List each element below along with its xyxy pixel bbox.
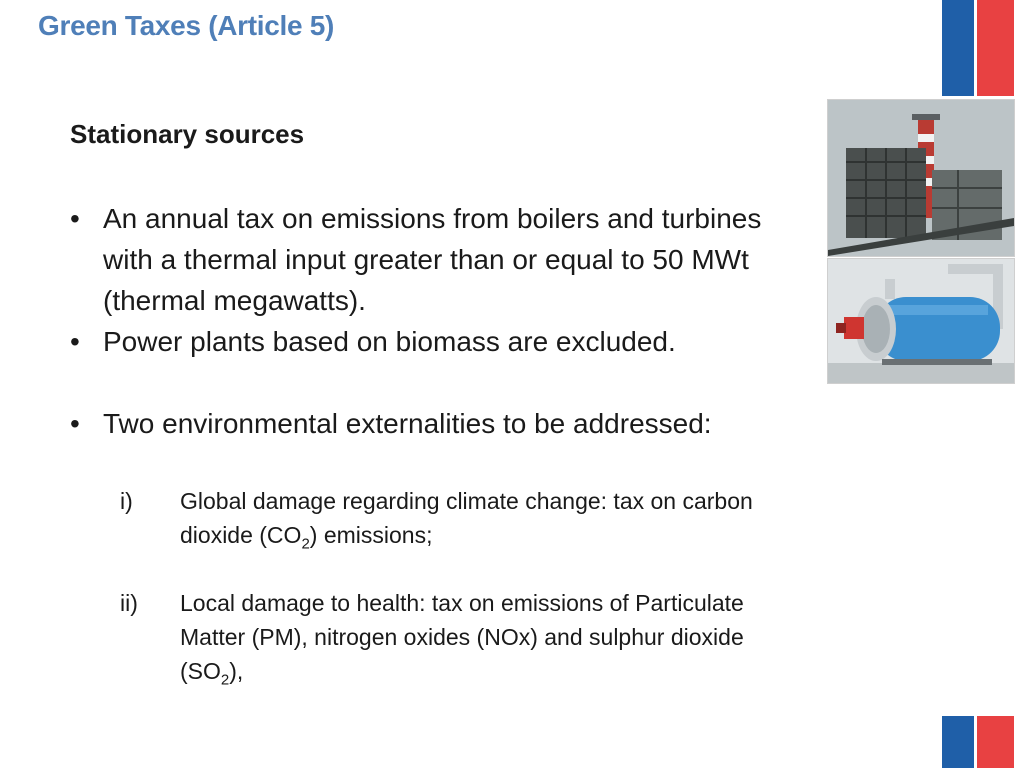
- slide-title: Green Taxes (Article 5): [38, 10, 335, 41]
- numbered-item: [120, 586, 800, 688]
- item-text: Local damage to health: tax on emissions of Particulate Matter (PM), nitrogen oxides (NOx) and sulphur dioxide $(SO_2)$,: [180, 590, 744, 689]
- bullet-icon: •: [70, 326, 80, 357]
- item-text: Global damage regarding climate change: tax on carbon dioxide $(CO_2)$ emissions;: [180, 488, 753, 553]
- bullet-icon: •: [70, 203, 80, 234]
- flag-decoration-top: [942, 0, 1014, 96]
- bullet-text: Two environmental externalities to be addressed:: [103, 408, 712, 439]
- bullet-icon: •: [70, 408, 80, 439]
- bullet-item: [70, 403, 810, 444]
- bullet-text: An annual tax on emissions from boilers and turbines with a thermal input greater than or equal to 50 MWt (thermal megawatts).: [103, 203, 762, 316]
- item-number: i): [120, 488, 133, 514]
- section-heading: Stationary sources: [70, 119, 305, 149]
- flag-decoration-bottom: [942, 716, 1014, 768]
- bullet-item: [70, 198, 810, 321]
- numbered-item: [120, 484, 800, 552]
- bullet-item: [70, 321, 810, 362]
- boiler-photo: [827, 258, 1015, 384]
- bullet-list: [70, 198, 810, 444]
- power-plant-photo: [827, 99, 1015, 257]
- bullet-text: Power plants based on biomass are excluded.: [103, 326, 676, 357]
- item-number: ii): [120, 590, 138, 616]
- numbered-list: [120, 484, 800, 688]
